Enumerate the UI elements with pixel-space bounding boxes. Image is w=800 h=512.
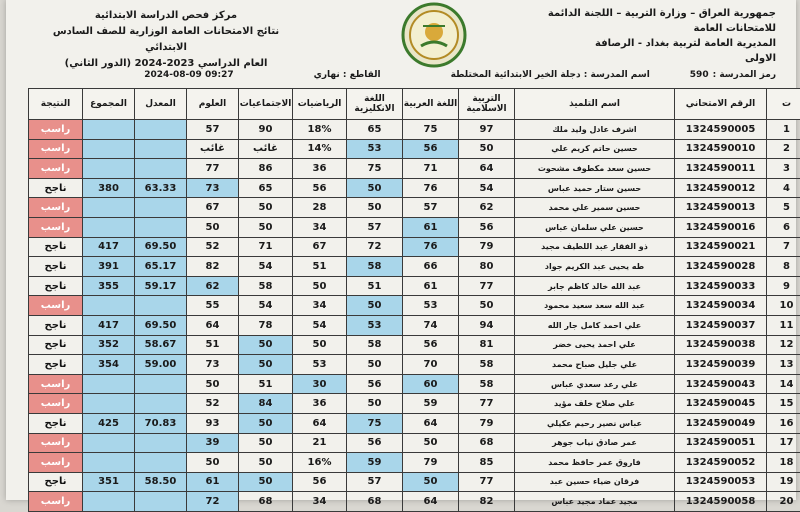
subject-grade: 18% [293, 120, 347, 140]
subject-grade: 65 [347, 120, 403, 140]
subject-grade: غائب [187, 139, 239, 159]
subject-grade: 21 [293, 433, 347, 453]
student-name: علي جليل صباح محمد [515, 355, 675, 375]
table-row [29, 315, 800, 335]
subject-grade: 71 [403, 159, 459, 179]
subject-grade: 50 [239, 198, 293, 218]
student-name: حسين سمير علي محمد [515, 198, 675, 218]
subject-grade: 75 [347, 413, 403, 433]
subject-grade: 61 [403, 217, 459, 237]
subject-grade: 62 [459, 198, 515, 218]
subject-grade: 61 [403, 276, 459, 296]
subject-grade: 73 [187, 355, 239, 375]
subject-grade: 68 [347, 492, 403, 512]
column-header: الرقم الامتحاني [675, 89, 767, 120]
subject-grade: 51 [347, 276, 403, 296]
student-name: اشرف عادل وليد ملك [515, 120, 675, 140]
exam-number: 1324590016 [675, 217, 767, 237]
subject-grade: 56 [403, 139, 459, 159]
total-cell: 391 [83, 257, 135, 277]
subject-grade: 50 [239, 453, 293, 473]
student-name: فاروق عمر حافظ محمد [515, 453, 675, 473]
column-header: الاجتماعيات [239, 89, 293, 120]
school-code: 590 [690, 70, 709, 80]
table-row [29, 453, 800, 473]
row-number: 19 [767, 472, 800, 492]
student-name: علي احمد يحيى خضر [515, 335, 675, 355]
column-header: المجموع [83, 89, 135, 120]
school-code-label: رمز المدرسة : [713, 70, 776, 80]
subject-grade: 56 [347, 374, 403, 394]
student-name: علي احمد كامل جار الله [515, 315, 675, 335]
results-table-wrap [28, 88, 786, 512]
row-number: 20 [767, 492, 800, 512]
exam-number: 1324590033 [675, 276, 767, 296]
average-cell: 70.83 [135, 413, 187, 433]
result-cell: راسب [29, 453, 83, 473]
subject-grade: 59 [347, 453, 403, 473]
average-cell: 69.50 [135, 315, 187, 335]
header-center-line3: العام الدراسي 2023-2024 (الدور الثاني) [46, 56, 286, 72]
subject-grade: 75 [403, 120, 459, 140]
average-cell: 63.33 [135, 178, 187, 198]
result-cell: راسب [29, 139, 83, 159]
result-cell: راسب [29, 120, 83, 140]
exam-number: 1324590021 [675, 237, 767, 257]
row-number: 17 [767, 433, 800, 453]
result-cell: ناجح [29, 178, 83, 198]
subject-grade: غائب [239, 139, 293, 159]
shift-label: القاطع : نهاري [314, 70, 381, 80]
exam-number: 1324590049 [675, 413, 767, 433]
subject-grade: 68 [459, 433, 515, 453]
subject-grade: 68 [239, 492, 293, 512]
subject-grade: 51 [239, 374, 293, 394]
column-header: الرياضيات [293, 89, 347, 120]
total-cell: 380 [83, 178, 135, 198]
table-row [29, 178, 800, 198]
subject-grade: 50 [239, 472, 293, 492]
subject-grade: 56 [403, 335, 459, 355]
result-cell: راسب [29, 296, 83, 316]
exam-number: 1324590053 [675, 472, 767, 492]
subject-grade: 82 [187, 257, 239, 277]
subject-grade: 50 [239, 413, 293, 433]
subject-grade: 50 [347, 198, 403, 218]
result-cell: راسب [29, 492, 83, 512]
subject-grade: 34 [293, 217, 347, 237]
student-name: عبد الله خالد كاظم جابر [515, 276, 675, 296]
column-header: اللغة العربية [403, 89, 459, 120]
row-number: 14 [767, 374, 800, 394]
exam-number: 1324590012 [675, 178, 767, 198]
row-number: 1 [767, 120, 800, 140]
row-number: 15 [767, 394, 800, 414]
total-cell [83, 139, 135, 159]
subject-grade: 77 [459, 472, 515, 492]
table-row [29, 217, 800, 237]
subject-grade: 50 [347, 178, 403, 198]
subject-grade: 50 [293, 276, 347, 296]
school-name: اسم المدرسة : دجلة الخير الابتدائية المختلطة [451, 70, 650, 80]
header-center-line1: مركز فحص الدراسة الابتدائية [46, 8, 286, 24]
subject-grade: 86 [239, 159, 293, 179]
results-table [28, 88, 800, 512]
subject-grade: 64 [187, 315, 239, 335]
average-cell [135, 433, 187, 453]
subject-grade: 76 [403, 178, 459, 198]
student-name: عمر صادق نياب جوهر [515, 433, 675, 453]
subject-grade: 50 [403, 433, 459, 453]
total-cell [83, 433, 135, 453]
table-row [29, 355, 800, 375]
table-row [29, 159, 800, 179]
column-header: التربية الاسلامية [459, 89, 515, 120]
average-cell [135, 120, 187, 140]
table-row [29, 296, 800, 316]
subject-grade: 55 [187, 296, 239, 316]
subject-grade: 50 [239, 355, 293, 375]
row-number: 9 [767, 276, 800, 296]
table-header-row [29, 89, 800, 120]
subject-grade: 79 [459, 413, 515, 433]
subject-grade: 53 [347, 139, 403, 159]
average-cell [135, 159, 187, 179]
table-row [29, 276, 800, 296]
header-exam-center [46, 8, 286, 72]
table-row [29, 257, 800, 277]
exam-number: 1324590010 [675, 139, 767, 159]
table-row [29, 374, 800, 394]
subject-grade: 56 [293, 178, 347, 198]
student-name: فرقان ضياء حسين عبد [515, 472, 675, 492]
table-row [29, 433, 800, 453]
total-cell [83, 198, 135, 218]
student-name: علي رعد سعدي عباس [515, 374, 675, 394]
subject-grade: 50 [347, 355, 403, 375]
subject-grade: 75 [347, 159, 403, 179]
table-row [29, 472, 800, 492]
result-cell: ناجح [29, 472, 83, 492]
subject-grade: 77 [459, 276, 515, 296]
row-number: 11 [767, 315, 800, 335]
average-cell: 69.50 [135, 237, 187, 257]
header-center-line2: نتائج الامتحانات العامة الوزارية للصف السادس الابتدائي [46, 24, 286, 56]
total-cell: 354 [83, 355, 135, 375]
subject-grade: 51 [187, 335, 239, 355]
subject-grade: 50 [187, 453, 239, 473]
subject-grade: 54 [239, 296, 293, 316]
student-name: حسين حاتم كريم علي [515, 139, 675, 159]
average-cell [135, 139, 187, 159]
table-row [29, 237, 800, 257]
student-name: علي صلاح خلف مؤيد [515, 394, 675, 414]
result-cell: ناجح [29, 237, 83, 257]
average-cell [135, 394, 187, 414]
row-number: 8 [767, 257, 800, 277]
subject-grade: 14% [293, 139, 347, 159]
subject-grade: 56 [347, 433, 403, 453]
column-header: العلوم [187, 89, 239, 120]
header-ministry-line2: المديرية العامة لتربية بغداد - الرصافة [526, 36, 776, 51]
subject-grade: 16% [293, 453, 347, 473]
subject-grade: 52 [187, 394, 239, 414]
total-cell: 351 [83, 472, 135, 492]
subject-grade: 50 [239, 217, 293, 237]
subject-grade: 61 [187, 472, 239, 492]
subject-grade: 66 [403, 257, 459, 277]
header-ministry-line1: جمهورية العراق – وزارة التربية – اللجنة الدائمة للامتحانات العامة [526, 6, 776, 36]
row-number: 18 [767, 453, 800, 473]
subject-grade: 85 [459, 453, 515, 473]
subject-grade: 81 [459, 335, 515, 355]
column-header: النتيجة [29, 89, 83, 120]
header-ministry-line3: الاولى [526, 51, 776, 66]
subject-grade: 53 [293, 355, 347, 375]
average-cell: 59.17 [135, 276, 187, 296]
subject-grade: 53 [403, 296, 459, 316]
subject-grade: 97 [459, 120, 515, 140]
average-cell: 65.17 [135, 257, 187, 277]
subject-grade: 64 [293, 413, 347, 433]
subject-grade: 57 [187, 120, 239, 140]
subject-grade: 73 [187, 178, 239, 198]
subject-grade: 50 [187, 374, 239, 394]
exam-number: 1324590058 [675, 492, 767, 512]
subject-grade: 70 [403, 355, 459, 375]
subject-grade: 67 [187, 198, 239, 218]
row-number: 2 [767, 139, 800, 159]
result-cell: راسب [29, 374, 83, 394]
subject-grade: 71 [239, 237, 293, 257]
school-info-row [36, 66, 776, 84]
average-cell [135, 492, 187, 512]
exam-number: 1324590051 [675, 433, 767, 453]
result-cell: ناجح [29, 315, 83, 335]
subject-grade: 80 [459, 257, 515, 277]
total-cell: 425 [83, 413, 135, 433]
column-header: ت [767, 89, 800, 120]
average-cell [135, 198, 187, 218]
subject-grade: 57 [347, 472, 403, 492]
subject-grade: 58 [347, 335, 403, 355]
total-cell [83, 453, 135, 473]
table-row [29, 198, 800, 218]
row-number: 3 [767, 159, 800, 179]
exam-number: 1324590043 [675, 374, 767, 394]
subject-grade: 93 [187, 413, 239, 433]
column-header: المعدل [135, 89, 187, 120]
total-cell [83, 296, 135, 316]
row-number: 7 [767, 237, 800, 257]
subject-grade: 30 [293, 374, 347, 394]
exam-number: 1324590034 [675, 296, 767, 316]
subject-grade: 54 [293, 315, 347, 335]
table-row [29, 394, 800, 414]
exam-number: 1324590037 [675, 315, 767, 335]
row-number: 10 [767, 296, 800, 316]
average-cell: 58.67 [135, 335, 187, 355]
exam-number: 1324590028 [675, 257, 767, 277]
average-cell [135, 453, 187, 473]
subject-grade: 34 [293, 296, 347, 316]
result-cell: ناجح [29, 355, 83, 375]
subject-grade: 90 [239, 120, 293, 140]
column-header: اسم التلميذ [515, 89, 675, 120]
total-cell [83, 492, 135, 512]
row-number: 13 [767, 355, 800, 375]
subject-grade: 54 [239, 257, 293, 277]
result-cell: ناجح [29, 335, 83, 355]
subject-grade: 72 [347, 237, 403, 257]
row-number: 4 [767, 178, 800, 198]
exam-number: 1324590052 [675, 453, 767, 473]
result-cell: راسب [29, 198, 83, 218]
table-body [29, 120, 800, 512]
subject-grade: 67 [293, 237, 347, 257]
subject-grade: 51 [293, 257, 347, 277]
result-cell: ناجح [29, 276, 83, 296]
total-cell [83, 120, 135, 140]
result-cell: راسب [29, 433, 83, 453]
exam-number: 1324590045 [675, 394, 767, 414]
subject-grade: 39 [187, 433, 239, 453]
student-name: حسين علي سلمان عباس [515, 217, 675, 237]
subject-grade: 74 [403, 315, 459, 335]
result-cell: ناجح [29, 257, 83, 277]
result-cell: راسب [29, 394, 83, 414]
subject-grade: 77 [187, 159, 239, 179]
student-name: حسين سعد مكطوف مشحوت [515, 159, 675, 179]
table-row [29, 139, 800, 159]
exam-number: 1324590005 [675, 120, 767, 140]
row-number: 12 [767, 335, 800, 355]
result-cell: راسب [29, 159, 83, 179]
subject-grade: 50 [347, 296, 403, 316]
subject-grade: 50 [293, 335, 347, 355]
student-name: حسين ستار حميد عباس [515, 178, 675, 198]
table-row [29, 335, 800, 355]
student-name: مجيد عماد مجيد عباس [515, 492, 675, 512]
subject-grade: 58 [239, 276, 293, 296]
subject-grade: 50 [459, 296, 515, 316]
subject-grade: 60 [403, 374, 459, 394]
header-ministry [526, 6, 776, 66]
subject-grade: 28 [293, 198, 347, 218]
total-cell [83, 394, 135, 414]
subject-grade: 82 [459, 492, 515, 512]
total-cell: 417 [83, 315, 135, 335]
subject-grade: 50 [459, 139, 515, 159]
subject-grade: 58 [459, 355, 515, 375]
total-cell: 355 [83, 276, 135, 296]
total-cell: 352 [83, 335, 135, 355]
total-cell [83, 159, 135, 179]
ministry-seal-icon [401, 2, 467, 68]
average-cell: 59.00 [135, 355, 187, 375]
subject-grade: 58 [459, 374, 515, 394]
student-name: عباس نصير رحيم عكيلي [515, 413, 675, 433]
subject-grade: 64 [403, 413, 459, 433]
student-name: عبد الله سعد سعيد محمود [515, 296, 675, 316]
subject-grade: 57 [403, 198, 459, 218]
result-cell: راسب [29, 217, 83, 237]
subject-grade: 79 [403, 453, 459, 473]
subject-grade: 64 [459, 159, 515, 179]
exam-number: 1324590039 [675, 355, 767, 375]
student-name: ذو الفقار عبد اللطيف مجيد [515, 237, 675, 257]
subject-grade: 36 [293, 159, 347, 179]
column-header: اللغة الانكليزية [347, 89, 403, 120]
average-cell: 58.50 [135, 472, 187, 492]
subject-grade: 53 [347, 315, 403, 335]
subject-grade: 79 [459, 237, 515, 257]
average-cell [135, 296, 187, 316]
subject-grade: 59 [403, 394, 459, 414]
exam-number: 1324590013 [675, 198, 767, 218]
exam-number: 1324590038 [675, 335, 767, 355]
print-datetime: 2024-08-09 09:27 [144, 70, 233, 80]
table-row [29, 120, 800, 140]
table-row [29, 413, 800, 433]
subject-grade: 72 [187, 492, 239, 512]
subject-grade: 52 [187, 237, 239, 257]
subject-grade: 56 [293, 472, 347, 492]
subject-grade: 50 [347, 394, 403, 414]
subject-grade: 54 [459, 178, 515, 198]
results-sheet [6, 0, 796, 500]
subject-grade: 64 [403, 492, 459, 512]
subject-grade: 57 [347, 217, 403, 237]
subject-grade: 94 [459, 315, 515, 335]
average-cell [135, 217, 187, 237]
subject-grade: 58 [347, 257, 403, 277]
total-cell: 417 [83, 237, 135, 257]
subject-grade: 34 [293, 492, 347, 512]
result-cell: ناجح [29, 413, 83, 433]
average-cell [135, 374, 187, 394]
subject-grade: 62 [187, 276, 239, 296]
row-number: 6 [767, 217, 800, 237]
subject-grade: 78 [239, 315, 293, 335]
row-number: 16 [767, 413, 800, 433]
subject-grade: 56 [459, 217, 515, 237]
table-row [29, 492, 800, 512]
subject-grade: 50 [403, 472, 459, 492]
subject-grade: 76 [403, 237, 459, 257]
total-cell [83, 217, 135, 237]
exam-number: 1324590011 [675, 159, 767, 179]
subject-grade: 50 [187, 217, 239, 237]
subject-grade: 50 [239, 433, 293, 453]
subject-grade: 50 [239, 335, 293, 355]
subject-grade: 84 [239, 394, 293, 414]
subject-grade: 36 [293, 394, 347, 414]
total-cell [83, 374, 135, 394]
row-number: 5 [767, 198, 800, 218]
subject-grade: 77 [459, 394, 515, 414]
subject-grade: 65 [239, 178, 293, 198]
student-name: طه يحيى عبد الكريم جواد [515, 257, 675, 277]
